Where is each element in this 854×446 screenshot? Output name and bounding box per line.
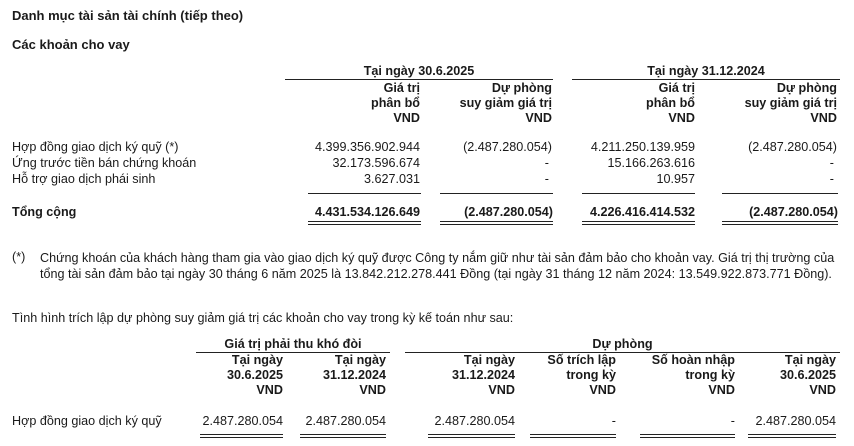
section-title: Danh mục tài sản tài chính (tiếp theo) bbox=[12, 8, 244, 23]
row-value: 2.487.280.054 bbox=[755, 414, 836, 428]
row-value: 32.173.596.674 bbox=[332, 156, 420, 170]
row-value: 15.166.263.616 bbox=[607, 156, 695, 170]
col-header: Tại ngày 31.12.2024 VND bbox=[322, 353, 386, 397]
row-value: 4.211.250.139.959 bbox=[590, 140, 695, 154]
col-provision-header-p2: Dự phòng suy giảm giá trị VND bbox=[744, 81, 837, 125]
row-value: - bbox=[544, 172, 549, 186]
row-value: 2.487.280.054 bbox=[202, 414, 283, 428]
total-value: (2.487.280.054) bbox=[464, 205, 553, 219]
col-value-header-p2: Giá trị phân bổ VND bbox=[646, 81, 695, 125]
col-provision-header-p1: Dự phòng suy giảm giá trị VND bbox=[459, 81, 552, 125]
row-value: 3.627.031 bbox=[363, 172, 420, 186]
row-value: 10.957 bbox=[656, 172, 695, 186]
row-value: - bbox=[544, 156, 549, 170]
row-value: 2.487.280.054 bbox=[305, 414, 386, 428]
footnote-marker: (*) bbox=[12, 250, 26, 264]
row-label: Hợp đồng giao dịch ký quỹ (*) bbox=[12, 140, 179, 154]
col-header: Tại ngày 30.6.2025 VND bbox=[226, 353, 283, 397]
row-value: (2.487.280.054) bbox=[463, 140, 552, 154]
row-value: (2.487.280.054) bbox=[748, 140, 837, 154]
col-header: Số trích lập trong kỳ VND bbox=[547, 353, 616, 397]
col-header: Tại ngày 30.6.2025 VND bbox=[779, 353, 836, 397]
row-value: 2.487.280.054 bbox=[434, 414, 515, 428]
period2-header: Tại ngày 31.12.2024 bbox=[647, 64, 765, 78]
row-value: - bbox=[730, 414, 735, 428]
col-header: Tại ngày 31.12.2024 VND bbox=[451, 353, 515, 397]
total-value: 4.431.534.126.649 bbox=[314, 205, 420, 219]
group-header-receivable: Giá trị phải thu khó đòi bbox=[224, 337, 362, 351]
total-value: (2.487.280.054) bbox=[749, 205, 838, 219]
row-label: Hỗ trợ giao dịch phái sinh bbox=[12, 172, 156, 186]
period1-header: Tại ngày 30.6.2025 bbox=[363, 64, 475, 78]
subsection-title: Các khoản cho vay bbox=[12, 37, 130, 52]
footnote-text: Chứng khoán của khách hàng tham gia vào giao dịch ký quỹ được Công ty nắm giữ như tài sản đảm bảo cho khoản vay. Giá trị thị trường của tổng tài sản đảm bảo tại ngày 30 tháng 6 năm 2025 là 13.842.212.278.441 Đồng (tại ngày 31 tháng 12 năm 2024: 13.549.922.873.771 Đồng). bbox=[40, 251, 835, 281]
row-value: - bbox=[611, 414, 616, 428]
provision-intro: Tình hình trích lập dự phòng suy giảm giá trị các khoản cho vay trong kỳ kế toán như sau: bbox=[12, 311, 514, 325]
row-value: - bbox=[829, 172, 834, 186]
col-header: Số hoàn nhập trong kỳ VND bbox=[651, 353, 735, 397]
row-value: - bbox=[829, 156, 834, 170]
row-value: 4.399.356.902.944 bbox=[314, 140, 420, 154]
total-value: 4.226.416.414.532 bbox=[589, 205, 695, 219]
col-value-header-p1: Giá trị phân bổ VND bbox=[371, 81, 420, 125]
row-label: Hợp đồng giao dịch ký quỹ bbox=[12, 414, 162, 428]
total-label: Tổng cộng bbox=[12, 205, 77, 219]
group-header-provision: Dự phòng bbox=[592, 337, 653, 351]
row-label: Ứng trước tiền bán chứng khoán bbox=[12, 156, 197, 170]
